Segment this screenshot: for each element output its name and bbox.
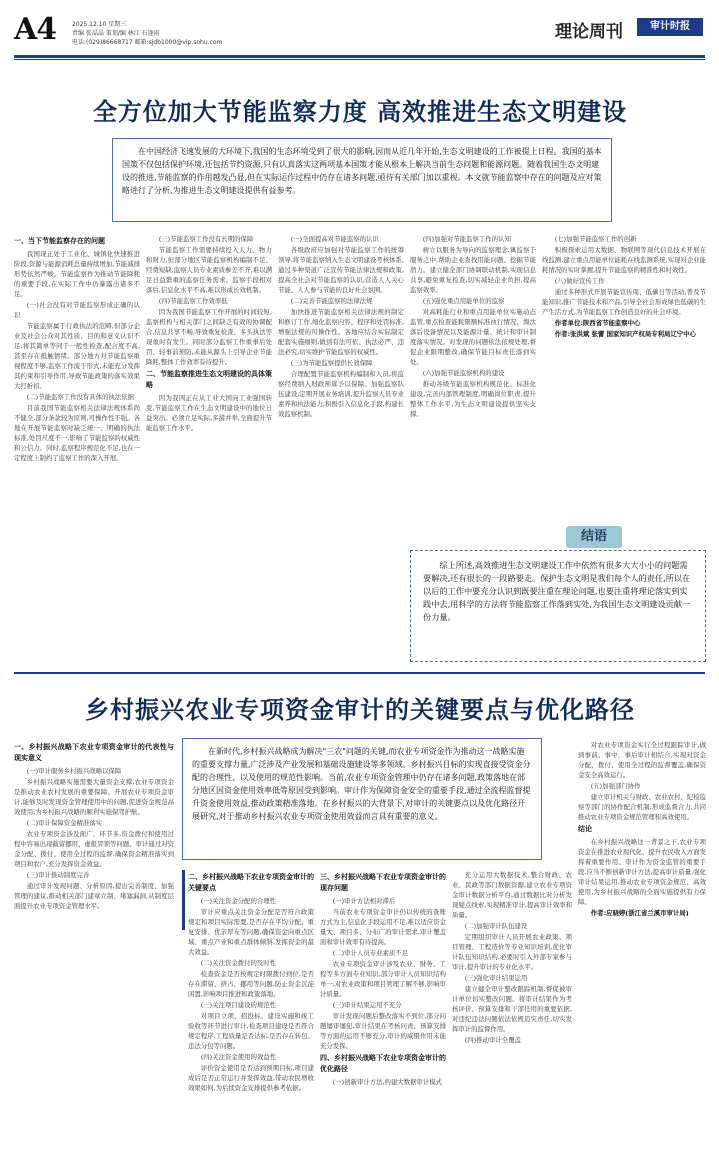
paragraph-subheading: (四)关注资金使用的效益性	[200, 1053, 277, 1061]
article1-column-3	[278, 234, 404, 522]
paragraph: 积极探索运用大数据、物联网等现代信息技术开展在线监测,建立重点用能单位能耗在线监测系统,实现对企业能耗情况的实时掌握,提升节能监察的精准性和时效性。	[542, 246, 706, 274]
conclusion-box: 综上所述,高效推进生态文明建设工作中依然有很多大大小小的问题需要解决,还有很长的一段路要走。保护生态文明是我们每个人的责任,所以在以后的工作中要充分认识到既要注重在理论问题,也要注重将理论落实到实践中去,用科学的方法将节能监察工作落到实处,为我国生态文明建设贡献一份力量。	[410, 550, 706, 662]
article1-column-4	[410, 234, 536, 524]
paragraph: 农业专项资金涉及面广、环节多,资金拨付和使用过程中容易出现截留挪用、虚报冒领等问题。审计通过对资金分配、拨付、使用全过程的监督,确保资金精准落实到项目和农户,充分发挥资金效益。	[14, 830, 174, 868]
paragraph: 审计发现问题后整改落实不到位,部分问题屡审屡犯,审计结果在考核问责、预算安排等方面的运用不够充分,审计的威慑作用未能充分发挥。	[320, 1012, 446, 1050]
paragraph-subheading: (三)审计推动制度完善	[26, 871, 90, 879]
issue-date: 2025.12.10 星期三	[72, 21, 127, 28]
paragraph-subheading: (一)审计服务乡村振兴战略以保障	[26, 767, 122, 775]
paragraph-subheading: (四)加强对节能监察工作的认知	[422, 235, 511, 243]
paragraph: 审计应重点关注资金分配是否符合政策规定和项目实际需要,是否存在平均分配、重复安排、优亲厚友等问题,确保资金向重点区域、重点产业和重点群体倾斜,发挥资金的最大效益。	[188, 908, 314, 956]
article2-headline: 乡村振兴农业专项资金审计的关键要点与优化路径	[85, 696, 635, 724]
paragraph: 因为我国正在从工业大国向工业强国转变,节能监察工作在生态文明建设中的地位日益突出。必须立足实际,多措并举,全面提升节能监察工作水平。	[146, 394, 272, 432]
article1-abstract: 在中国经济飞速发展的大环境下,我国的生态环境受到了很大的影响,因而从近几年开始,生态文明建设的工作被提上日程。我国的基本国策不仅包括保护环境,还包括节约资源,只有认真落实这两项基本国策才能从根本上解决当前生态问题和能源问题。随着我国生态文明建设的推进,节能监察的作用越发凸显,但在实际运作过程中仍存在诸多问题,亟待有关部门加以重视。本文就节能监察中存在的问题及应对策略进行了分析,为推进生态文明建设提供有益参考。	[112, 138, 612, 222]
editor-line: 责编 张晶晶 策划/编 林江 石逢雨	[72, 30, 160, 37]
paragraph: 建立审计机关与财政、农业农村、纪检监察等部门的协作配合机制,形成监督合力,共同推动农业专项资金规范管理和高效使用。	[578, 793, 706, 821]
article2-column-2	[188, 870, 314, 1144]
masthead-rule	[14, 55, 705, 58]
paragraph: 通过多种形式开展节能宣传周、低碳日等活动,普及节能知识,推广节能技术和产品,引导全社会形成绿色低碳的生产生活方式,为节能监察工作创造良好的社会环境。	[542, 288, 706, 316]
paragraph-subheading: (六)加强节能监察机构的建设	[422, 369, 505, 377]
conclusion-badge: 结语	[566, 526, 622, 548]
conclusion-heading: 结论	[578, 825, 592, 833]
paragraph-subheading: (二)关注资金拨付的及时性	[200, 959, 277, 967]
paragraph: 推动各级节能监察机构规范化、标准化建设,完善内部管理制度,明确岗位职责,提升整体工作水平,为生态文明建设提供坚实支撑。	[410, 380, 536, 418]
section-title: 理论周刊	[555, 22, 623, 42]
paragraph-subheading: (四)推动审计全覆盖	[464, 1036, 521, 1044]
paragraph-subheading: (一)全面提高对节能监察的认识	[290, 235, 379, 243]
paragraph: 检查资金是否按规定时限拨付到位,是否存在滞留、挤占、挪用等问题,防止资金沉淀闲置,影响项目推进和政策落地。	[188, 970, 314, 998]
author-line: 作者:应晓婷(浙江省兰溪市审计局)	[590, 909, 689, 917]
paragraph: 通过审计发现问题、分析原因,提出完善制度、加强管理的建议,推动相关部门建章立制、堵塞漏洞,从制度层面提升农业专项资金管理水平。	[14, 882, 174, 910]
paragraph-subheading: (三)审计结果运用不充分	[332, 1001, 402, 1009]
paragraph: 当前农业专项资金审计仍以传统的查账方式为主,信息化手段运用不足,难以适应资金量大、项目多、分布广的审计需求,审计覆盖面和审计效率有待提高。	[320, 908, 446, 946]
contact-line: 电话:(029)86668717 邮箱:sjdb1000@vip.sohu.com	[72, 39, 223, 46]
article2-column-4	[452, 870, 572, 1144]
masthead	[0, 0, 719, 62]
paragraph-subheading: (三)为节能监察提供长效保障	[290, 359, 373, 367]
paragraph-subheading: (一)创新审计方法,构建大数据审计模式	[332, 1078, 443, 1086]
paragraph-subheading: (三)关注项目建设的规范性	[200, 1001, 277, 1009]
page-number: A4	[14, 12, 57, 47]
paragraph: 各级政府应加强对节能监察工作的统筹领导,将节能监察纳入生态文明建设考核体系,通过多种渠道广泛宣传节能法律法规和政策,提高全社会对节能监察的认识,营造人人关心节能、人人参与节能的良好社会氛围。	[278, 246, 404, 294]
paragraph: 充分运用大数据技术,整合财政、农业、民政等部门数据资源,建立农业专项资金审计数据分析平台,通过数据比对分析发现疑点线索,实现精准审计,提高审计效率和质量。	[452, 871, 572, 919]
paragraph: 定期组织审计人员开展农业政策、项目管理、工程造价等专业知识培训,优化审计队伍知识结构,必要时引入外部专家参与审计,提升审计的专业化水平。	[452, 933, 572, 971]
paragraph-subheading: (二)审计人员专业素质不足	[332, 949, 409, 957]
paragraph: 对高耗能行业和重点用能单位实施动态监管,重点检查能耗限额标准执行情况、淘汰落后设备情况以及能源计量、统计和审计制度落实情况。对发现的问题依法依规处理,督促企业限期整改,确保节能目标责任落到实处。	[410, 308, 536, 366]
author-affiliation: 作者单位:陕西省节能监察中心	[554, 319, 641, 327]
paragraph: 因为我国节能监察工作开展的时间较短,监察机构与相关部门之间缺乏有效的协调配合,信息共享不畅,导致重复检查、多头执法等现象时有发生。同时部分监察工作重事后处罚、轻事前预防,未能从源头上引导企业节能降耗,整体工作效率有待提升。	[146, 308, 272, 366]
article1-column-1	[14, 234, 140, 522]
paragraph: 农业专项资金审计涉及农业、财务、工程等多方面专业知识,部分审计人员知识结构单一,对农业政策和项目管理了解不够,影响审计质量。	[320, 960, 446, 998]
paragraph-subheading: (一)社会没有对节能监察形成正确的认识	[14, 301, 140, 319]
article1-headline: 全方位加大节能监察力度 高效推进生态文明建设	[92, 98, 628, 126]
paragraph-subheading: (七)加强节能监察工作的创新	[554, 235, 637, 243]
paragraph-subheading: (五)强化重点用能单位的监察	[422, 297, 505, 305]
paragraph-subheading: (二)完善节能监察的法律法规	[290, 297, 373, 305]
paragraph: 建立健全审计整改跟踪机制,督促被审计单位切实整改问题。将审计结果作为考核评价、预算安排和干部任用的重要依据,对违纪违法问题依法依规追究责任,切实发挥审计的监督作用。	[452, 985, 572, 1033]
article1-column-2	[146, 234, 272, 522]
paragraph: 加快推进节能监察相关法律法规的制定和修订工作,细化监察内容、程序和处罚标准,增强法规的可操作性。各地应结合实际制定配套实施细则,做到有法可依、执法必严、违法必究,切实维护节能监察的权威性。	[278, 308, 404, 356]
article2-section-heading: 一、乡村振兴战略下农业专项资金审计的代表性与现实意义	[14, 743, 174, 762]
paragraph-subheading: (一)审计方法相对滞后	[332, 897, 396, 905]
paragraph: 对农业专项资金实行全过程跟踪审计,做到事前、事中、事后审计相结合,实现对资金分配、拨付、使用全过程的监督覆盖,确保资金安全高效运行。	[578, 741, 706, 779]
paragraph-subheading: (三)节能监察工作没有长期的保障	[158, 235, 254, 243]
issue-meta	[72, 20, 222, 47]
paragraph: 合理配置节能监察机构编制和人员,将监察经费纳入财政预算予以保障。加强监察队伍建设,定期开展业务培训,提升监察人员专业素养和执法能力,积极引入信息化手段,构建长效监察机制。	[278, 370, 404, 418]
paragraph: 乡村振兴战略实施需要大量资金支撑,农业专项资金是推动农业农村发展的重要保障。开展农业专项资金审计,能够及时发现资金管理使用中的问题,促进资金规范高效使用,为乡村振兴战略的顺利实施保驾护航。	[14, 778, 174, 816]
paragraph: 目前我国节能监察相关法律法规体系尚不健全,部分条款较为原则,可操作性不强。各地在开展节能监察时缺乏统一、明确的执法标准,处罚尺度不一,影响了节能监察的权威性和公信力。同时,监察程序规范化不足,也在一定程度上制约了监察工作的深入开展。	[14, 404, 140, 462]
paragraph: 评价资金使用是否达到预期目标,项目建成后是否正常运行并发挥效益,带动农民增收效果如何,为后续资金安排提供参考依据。	[188, 1064, 314, 1092]
heading-accent-bar	[182, 870, 185, 930]
article2-column-1	[14, 740, 174, 1144]
article2-abstract: 在新时代,乡村振兴战略成为解决"三农"问题的关键,而农业专项资金作为推动这一战略实施的重要支撑力量,广泛涉及产业发展和基础设施建设等多领域。乡村振兴目标的实现直接受资金分配的合理性、以及使用的规范性影响。当前,农业专项资金管理中仍存在诸多问题,政策落地在部分地区因资金使用效率低等原因受到影响。审计作为保障资金安全的重要手段,通过全流程监督提升资金使用效益,推动政策精准落地。在乡村振兴的大背景下,对审计的关键要点以及优化路径开展研究,对于推动乡村振兴农业专项资金使用效益而言具有重要的意义。	[182, 738, 542, 860]
paragraph-subheading: (二)加强审计队伍建设	[464, 922, 528, 930]
article2-section-heading: 四、乡村振兴战略下农业专项资金审计的优化路径	[320, 1054, 446, 1073]
paragraph: 对项目立项、招投标、建设实施和竣工验收等环节进行审计,检查项目建设是否符合规定程序,工程质量是否达标,是否存在转包、违法分包等问题。	[188, 1012, 314, 1050]
author-line: 作者:张洪斌 张蕾 国家知识产权局专利局辽宁中心	[554, 330, 697, 338]
paragraph-subheading: (三)强化审计结果运用	[464, 974, 528, 982]
paragraph-subheading: (二)审计保障资金精准落实	[26, 819, 103, 827]
article2-column-5	[578, 740, 706, 1144]
article1-section-heading: 二、节能监察推进生态文明建设的具体策略	[146, 370, 272, 389]
masthead-rule-thin	[14, 59, 705, 60]
article1-column-5	[542, 234, 706, 524]
paragraph-subheading: (四)节能监察工作效率低	[158, 297, 228, 305]
paragraph: 在乡村振兴战略这一背景之下,农业专项资金在推进农业现代化、提升农民收入方面发挥着重要作用。审计作为资金监管的重要手段,应当不断创新审计方法,提高审计质量,强化审计结果运用,推动农业专项资金规范、高效使用,为乡村振兴战略的全面实施提供有力保障。	[578, 838, 706, 906]
article1-section-heading: 一、当下节能监察存在的问题	[14, 237, 105, 245]
article2-section-heading: 二、乡村振兴战略下农业专项资金审计的关键要点	[188, 873, 314, 892]
paragraph-subheading: (二)节能监察工作没有具体的执法依据	[26, 393, 135, 401]
section-divider	[14, 672, 705, 674]
paragraph: 节能监察工作需要持续投入人力、物力和财力,但部分地区节能监察机构编制不足、经费短缺,监察人员专业素质参差不齐,难以满足日益繁重的监察任务需求。监察手段相对落后,信息化水平不高,难以形成长效机制。	[146, 246, 272, 294]
paragraph-subheading: (八)做好宣传工作	[554, 277, 605, 285]
newspaper-logo: 审计时报	[637, 18, 703, 36]
paragraph-subheading: (五)加强部门协作	[590, 782, 641, 790]
paragraph: 节能监察属于行政执法的范畴,但部分企业及社会公众对其性质、目的和意义认识不足,将其简单等同于一般性检查,配合度不高,甚至存在抵触情绪。部分地方对节能监察重视程度不够,监察工作流于形式,未能充分发挥其约束和引导作用,导致节能政策的落实效果大打折扣。	[14, 322, 140, 390]
article2-column-3	[320, 870, 446, 1144]
paragraph-subheading: (一)关注资金分配的合理性	[200, 897, 277, 905]
paragraph: 树立以服务为导向的监察理念,寓监察于服务之中,帮助企业查找用能问题、挖掘节能潜力。建立健全部门协调联动机制,实现信息共享,避免重复检查,切实减轻企业负担,提高监察效率。	[410, 246, 536, 294]
article2-section-heading: 三、乡村振兴战略下农业专项资金审计的现存问题	[320, 873, 446, 892]
paragraph: 我国现正处于工业化、城镇化快速推进阶段,资源与能源消耗总量持续增加,节能减排形势依然严峻。节能监察作为推动节能降耗的重要手段,在实际工作中仍暴露出诸多不足。	[14, 250, 140, 298]
